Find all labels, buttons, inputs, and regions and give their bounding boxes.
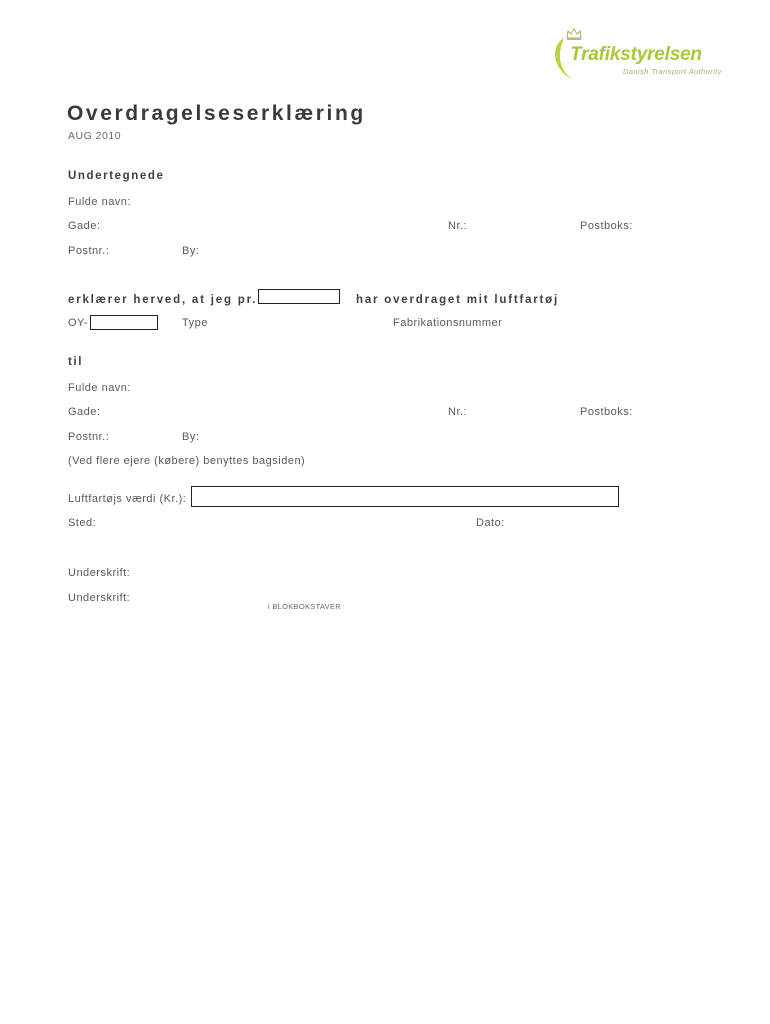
document-date: AUG 2010 (68, 130, 122, 142)
place-label: Sted: (68, 517, 97, 529)
buyer-street-label: Gade: (68, 406, 101, 418)
seller-street-label: Gade: (68, 220, 101, 232)
block-letters-note: i BLOKBOKSTAVER (268, 602, 341, 611)
buyer-city-label: By: (182, 431, 200, 443)
declaration-prefix: erklærer herved, at jeg pr. (68, 294, 258, 306)
seller-pobox-label: Postboks: (580, 220, 633, 232)
buyer-pobox-label: Postboks: (580, 406, 633, 418)
buyer-postal-label: Postnr.: (68, 431, 110, 443)
seller-city-label: By: (182, 245, 200, 257)
type-label: Type (182, 317, 208, 329)
registration-field[interactable] (90, 315, 158, 330)
serial-number-label: Fabrikationsnummer (393, 317, 503, 329)
logo (548, 24, 728, 86)
buyer-heading: til (68, 356, 84, 368)
seller-heading: Undertegnede (68, 170, 165, 182)
buyer-nr-label: Nr.: (448, 406, 468, 418)
seller-nr-label: Nr.: (448, 220, 468, 232)
buyer-full-name-label: Fulde navn: (68, 382, 131, 394)
multiple-owners-note: (Ved flere ejere (købere) benyttes bagsiden) (68, 455, 306, 467)
signature-label-1: Underskrift: (68, 567, 131, 579)
aircraft-value-label: Luftfartøjs værdi (Kr.): (68, 493, 187, 505)
seller-full-name-label: Fulde navn: (68, 196, 131, 208)
crown-icon (565, 27, 583, 41)
transfer-date-field[interactable] (258, 289, 340, 304)
signature-label-2: Underskrift: (68, 592, 131, 604)
page-title: Overdragelseserklæring (67, 102, 366, 125)
date-label: Dato: (476, 517, 505, 529)
declaration-suffix: har overdraget mit luftfartøj (356, 294, 559, 306)
aircraft-value-field[interactable] (191, 486, 619, 507)
seller-postal-label: Postnr.: (68, 245, 110, 257)
logo-tagline: Danish Transport Authority (623, 67, 722, 76)
logo-brand: Trafikstyrelsen (570, 44, 702, 65)
oy-label: OY- (68, 317, 89, 329)
